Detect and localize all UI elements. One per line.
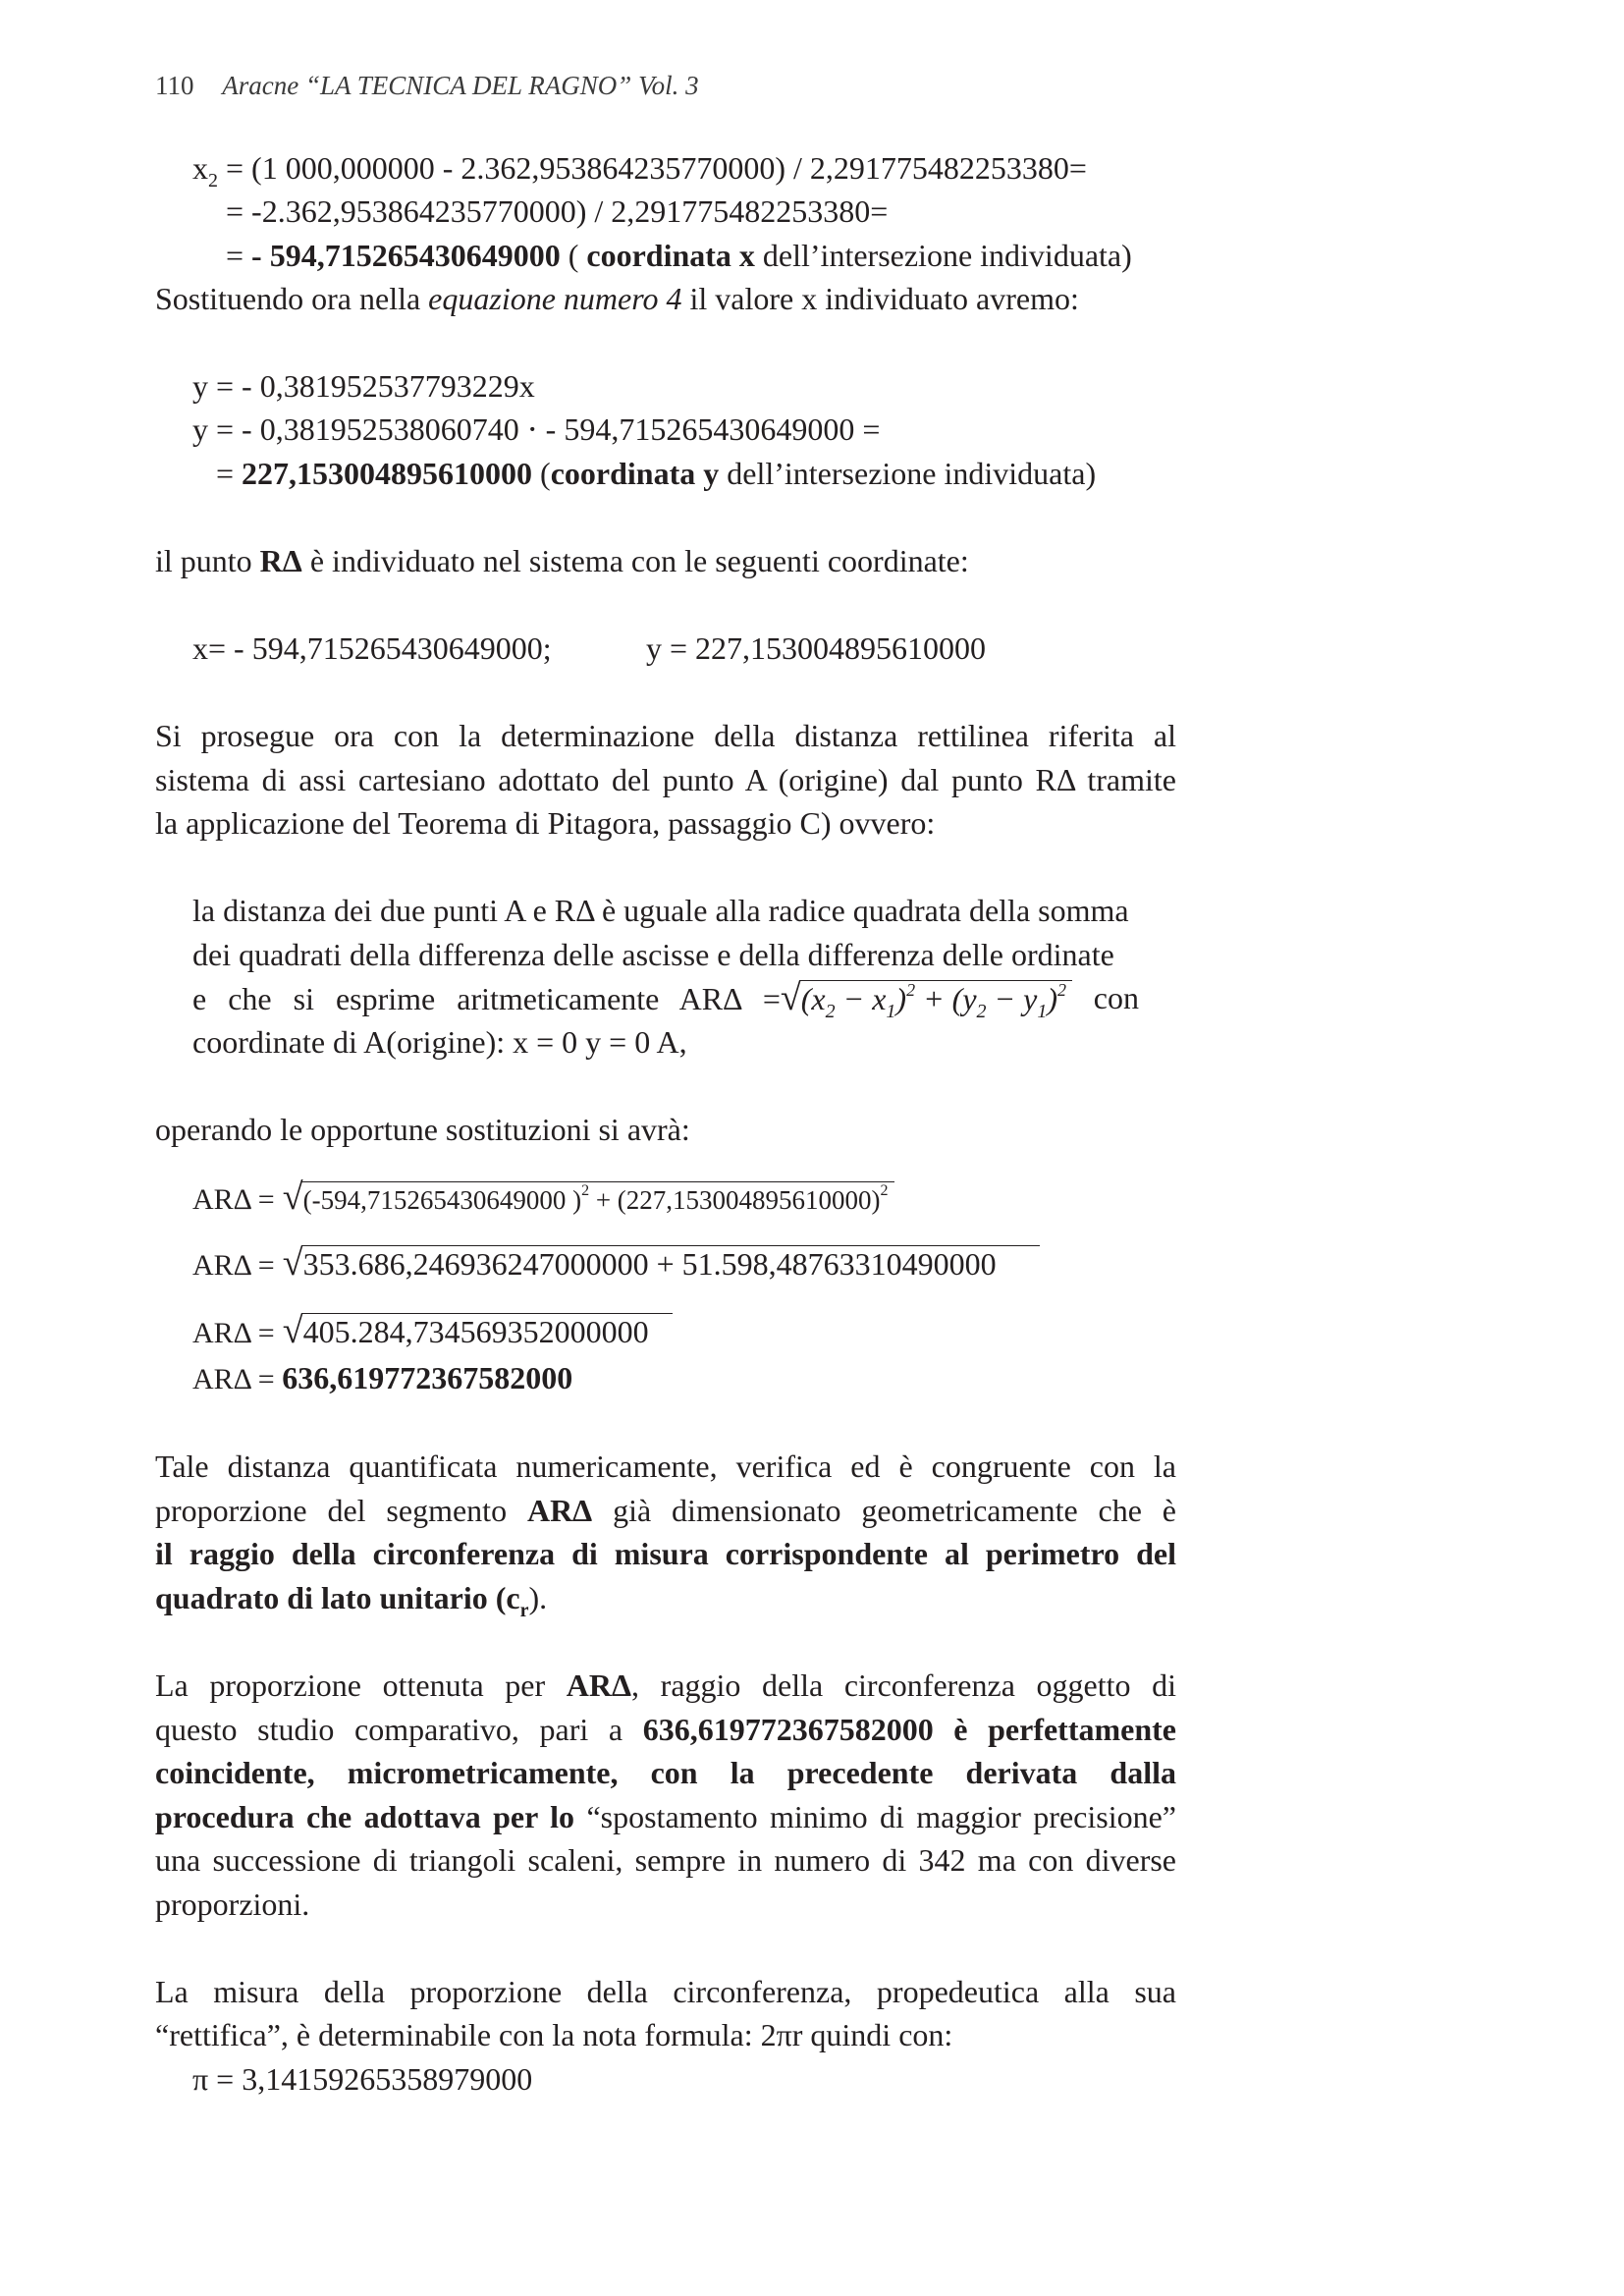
substitution-sentence — [155, 280, 1079, 317]
equation-reference: equazione numero 4 — [428, 281, 682, 316]
paragraph-line — [155, 1667, 1176, 1704]
ar-result-value: 636,619772367582000 — [282, 1360, 573, 1395]
bold-text: coincidente, micrometricamente, con la precedente derivata dalla — [155, 1755, 1176, 1790]
superscript: 2 — [906, 980, 916, 1000]
subscript: 2 — [976, 1001, 987, 1022]
text: con — [1093, 980, 1139, 1015]
superscript: 2 — [581, 1182, 590, 1199]
subscript: r — [519, 1600, 529, 1621]
equation-label: ARΔ = — [192, 1249, 275, 1282]
text: proporzione del segmento — [155, 1493, 527, 1528]
coordinate-x-label: coordinata x — [586, 238, 755, 273]
text: La proporzione ottenuta per — [155, 1667, 567, 1703]
equation-note: dell’intersezione individuata) — [754, 238, 1132, 273]
radicand — [301, 1181, 894, 1223]
equation-ar-step3 — [192, 1312, 673, 1352]
subscript: 1 — [886, 1001, 896, 1022]
equation-ar-result — [192, 1359, 572, 1398]
subscript: 2 — [825, 1001, 836, 1022]
equation-label: ARΔ = — [192, 1363, 283, 1395]
term: + (227,153004895610000) — [589, 1185, 881, 1215]
paragraph-line-bold — [155, 1754, 1176, 1791]
segment-label: ARΔ — [526, 1493, 593, 1528]
paragraph-line: Tale distanza quantificata numericamente, verifica ed è congruente con la — [155, 1449, 1176, 1484]
equation-y-line2: y = - 0,381952538060740 ⋅ - 594,715265430649000 = — [192, 411, 881, 447]
formula-part: − y — [986, 981, 1038, 1016]
text: , raggio della circonferenza oggetto di — [631, 1667, 1177, 1703]
text: Sostituendo ora nella — [155, 281, 429, 316]
text: il punto — [155, 543, 260, 578]
definition-line: la distanza dei due punti A e RΔ è uguale alla radice quadrata della somma — [192, 893, 1129, 928]
paragraph-line: una successione di triangoli scaleni, sempre in numero di 342 ma con diverse — [155, 1842, 1176, 1878]
text: e che si esprime aritmeticamente ARΔ = — [192, 981, 781, 1016]
square-root-icon: √ — [282, 1176, 303, 1218]
bold-text: quadrato di lato unitario (c — [155, 1580, 520, 1615]
coordinate-y-label: coordinata y — [550, 456, 720, 491]
square-root-icon: √ — [780, 977, 801, 1018]
radicand: 405.284,734569352000000 — [301, 1313, 673, 1349]
x-coordinate-value: - 594,715265430649000 — [251, 238, 561, 273]
segment-label: ARΔ — [566, 1667, 632, 1703]
distance-formula — [799, 980, 1072, 1021]
superscript: 2 — [1056, 980, 1066, 1000]
bold-text: procedura che adottava per lo — [155, 1799, 575, 1834]
equation-prefix: = — [216, 456, 243, 491]
formula-part: − x — [835, 981, 887, 1016]
subscript: 1 — [1037, 1001, 1048, 1022]
bold-text: ). — [528, 1580, 548, 1615]
running-header — [155, 71, 699, 101]
bold-text: 636,619772367582000 è perfettamente — [642, 1712, 1177, 1747]
formula-part: (x — [800, 981, 826, 1016]
definition-line: coordinate di A(origine): x = 0 y = 0 A, — [192, 1024, 687, 1060]
equation-x2-line1 — [192, 149, 1087, 191]
page-number: 110 — [155, 71, 194, 100]
radicand: 353.686,246936247000000 + 51.598,48763310490000 — [301, 1245, 1040, 1282]
paragraph-line: sistema di assi cartesiano adottato del punto A (origine) dal punto RΔ tramite — [155, 762, 1176, 797]
term: (-594,715265430649000 ) — [302, 1185, 582, 1215]
text: il valore x individuato avremo: — [681, 281, 1079, 316]
formula-part: ) — [1047, 981, 1057, 1016]
definition-line: dei quadrati della differenza delle ascisse e della differenza delle ordinate — [192, 937, 1114, 972]
text: “spostamento minimo di maggior precisione” — [574, 1799, 1177, 1834]
equation-label: ARΔ = — [192, 1183, 275, 1216]
substitution-intro: operando le opportune sostituzioni si avrà: — [155, 1112, 690, 1147]
equation-ar-step1 — [192, 1178, 894, 1223]
equation-prefix: = — [226, 238, 252, 273]
formula-part: ) — [895, 981, 907, 1016]
equation-label: ARΔ = — [192, 1317, 275, 1349]
equation-text: = (1 000,000000 - 2.362,953864235770000) / 2,291775482253380= — [218, 150, 1087, 186]
equation-x2-line2: = -2.362,953864235770000) / 2,291775482253380= — [226, 193, 889, 229]
paragraph-line: La misura della proporzione della circonferenza, propedeutica alla sua — [155, 1974, 1176, 2009]
y-coordinate-value: 227,153004895610000 — [242, 456, 533, 491]
coordinate-y: y = 227,153004895610000 — [646, 630, 987, 666]
paragraph-line: la applicazione del Teorema di Pitagora, passaggio C) ovvero: — [155, 805, 936, 841]
point-label: RΔ — [259, 543, 302, 578]
equation-x2-line3 — [226, 237, 1132, 274]
definition-formula-line — [192, 979, 1139, 1021]
paren-open: ( — [560, 238, 587, 273]
paragraph-line: “rettifica”, è determinabile con la nota formula: 2πr quindi con: — [155, 2017, 953, 2052]
equation-note: dell’intersezione individuata) — [719, 456, 1097, 491]
equation-y-line3 — [216, 455, 1096, 492]
coordinate-x: x= - 594,715265430649000; — [192, 630, 552, 666]
subscript: 2 — [208, 170, 218, 191]
bold-text: il raggio della circonferenza di misura corrispondente al perimetro del — [155, 1536, 1176, 1571]
pi-value: π = 3,14159265358979000 — [192, 2061, 533, 2097]
paragraph-line — [155, 1711, 1176, 1748]
paragraph-line: Si prosegue ora con la determinazione della distanza rettilinea riferita al — [155, 718, 1176, 753]
math-x: x — [192, 150, 208, 186]
text: già dimensionato geometricamente che è — [592, 1493, 1177, 1528]
text: è individuato nel sistema con le seguenti coordinate: — [301, 543, 969, 578]
formula-part: + (y — [915, 981, 977, 1016]
equation-y-line1: y = - 0,381952537793229x — [192, 368, 535, 404]
header-title: Aracne “LA TECNICA DEL RAGNO” Vol. 3 — [222, 71, 699, 100]
point-sentence — [155, 542, 969, 579]
equation-ar-step2 — [192, 1244, 1040, 1285]
paragraph-line — [155, 1798, 1176, 1835]
text: questo studio comparativo, pari a — [155, 1712, 643, 1747]
paragraph-line-bold — [155, 1579, 547, 1621]
paragraph-line: proporzioni. — [155, 1886, 310, 1922]
superscript: 2 — [880, 1182, 889, 1199]
square-root-icon: √ — [282, 1310, 303, 1351]
paragraph-line-bold — [155, 1535, 1176, 1572]
paragraph-line — [155, 1492, 1176, 1529]
paren-open: ( — [532, 456, 551, 491]
square-root-icon: √ — [282, 1242, 303, 1284]
